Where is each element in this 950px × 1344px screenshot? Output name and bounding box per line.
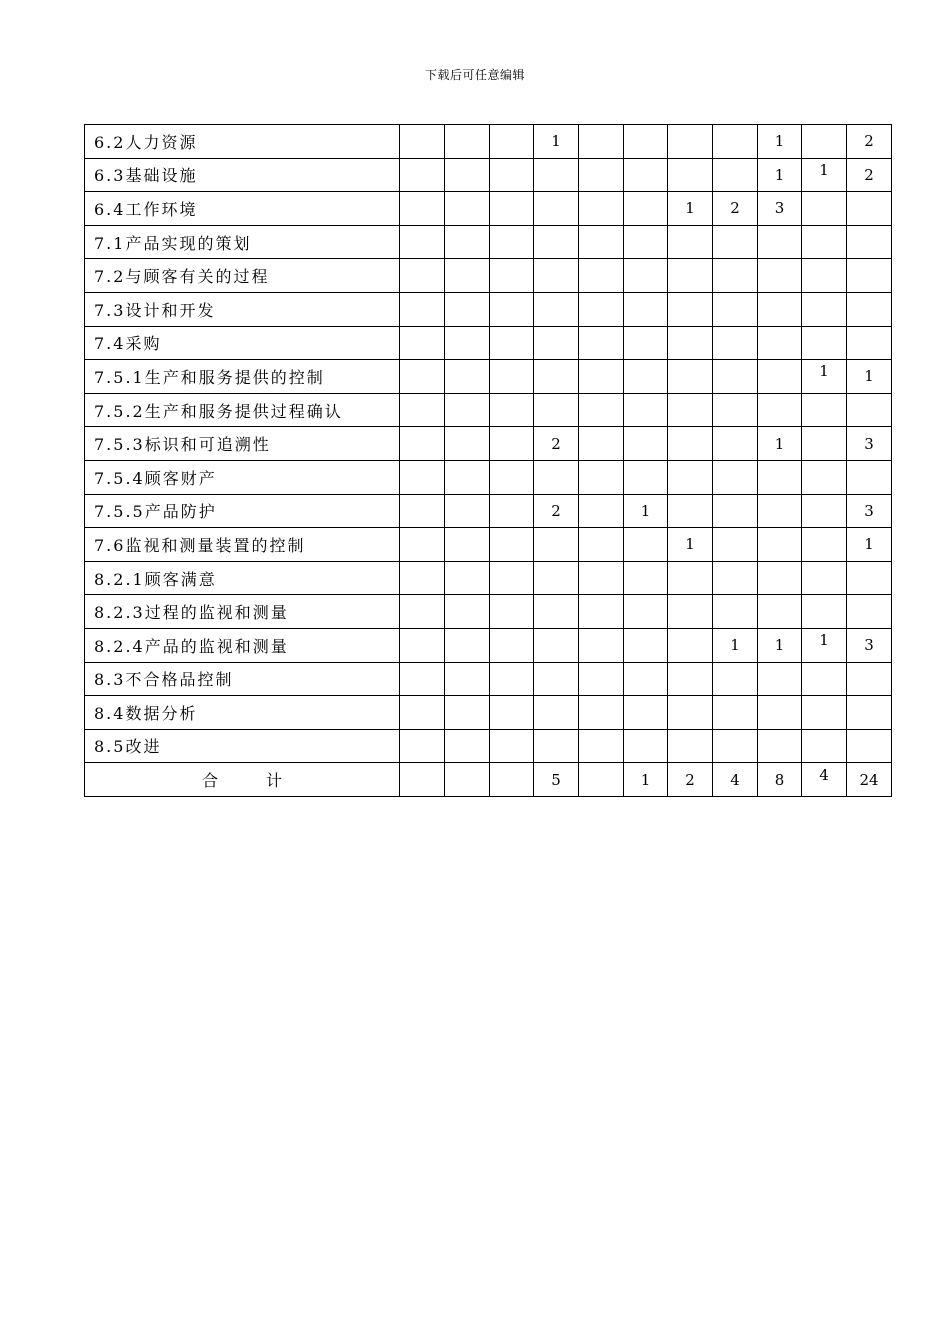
- count-value: 1: [774, 434, 785, 453]
- count-cell: [445, 696, 490, 730]
- count-cell: [579, 326, 624, 360]
- count-cell: [400, 494, 445, 528]
- count-cell: [400, 595, 445, 629]
- count-cell: [668, 729, 713, 763]
- count-cell: [445, 158, 490, 192]
- count-cell: [490, 561, 534, 595]
- count-cell: [400, 192, 445, 226]
- count-cell: [758, 561, 802, 595]
- count-cell: [847, 528, 892, 562]
- count-cell: [579, 729, 624, 763]
- table-row: [85, 427, 892, 461]
- count-cell: [400, 628, 445, 662]
- table-row: [85, 326, 892, 360]
- table-row: [85, 628, 892, 662]
- count-cell: [847, 494, 892, 528]
- count-cell: [624, 360, 668, 394]
- count-cell: [445, 460, 490, 494]
- count-cell: [400, 158, 445, 192]
- count-cell: [579, 158, 624, 192]
- count-cell: [490, 662, 534, 696]
- count-cell: [668, 460, 713, 494]
- count-cell: [534, 158, 579, 192]
- count-cell: [445, 326, 490, 360]
- count-value: 3: [774, 199, 785, 218]
- count-cell: [490, 393, 534, 427]
- count-cell: [847, 360, 892, 394]
- count-cell: [624, 427, 668, 461]
- count-cell: [713, 460, 758, 494]
- table-row: [85, 393, 892, 427]
- count-cell: [534, 696, 579, 730]
- clause-cell: 8.2.4产品的监视和测量: [85, 628, 400, 662]
- count-cell: [400, 561, 445, 595]
- count-cell: [400, 326, 445, 360]
- count-value: 1: [774, 165, 785, 184]
- count-cell: [534, 662, 579, 696]
- count-cell: [490, 225, 534, 259]
- count-cell: [534, 393, 579, 427]
- count-cell: [758, 427, 802, 461]
- count-cell: [624, 259, 668, 293]
- count-cell: [758, 259, 802, 293]
- count-value: 1: [774, 636, 785, 655]
- count-cell: [758, 360, 802, 394]
- count-cell: [534, 192, 579, 226]
- count-cell: [490, 292, 534, 326]
- count-cell: [534, 628, 579, 662]
- total-cell: [490, 763, 534, 797]
- count-cell: [758, 696, 802, 730]
- count-cell: [713, 628, 758, 662]
- count-value: 4: [730, 770, 740, 789]
- total-cell: [579, 763, 624, 797]
- count-value: 2: [551, 434, 561, 453]
- clause-cell: 8.5改进: [85, 729, 400, 763]
- count-cell: [490, 125, 534, 159]
- count-cell: [847, 259, 892, 293]
- count-cell: [847, 662, 892, 696]
- clause-cell: 7.1产品实现的策划: [85, 225, 400, 259]
- count-cell: [579, 561, 624, 595]
- count-cell: [624, 561, 668, 595]
- count-cell: [847, 427, 892, 461]
- count-value: 5: [551, 770, 561, 789]
- count-value: 1: [730, 636, 740, 655]
- count-cell: [579, 696, 624, 730]
- count-cell: [847, 158, 892, 192]
- total-cell: [400, 763, 445, 797]
- count-cell: [490, 427, 534, 461]
- table-row: [85, 528, 892, 562]
- count-cell: [579, 192, 624, 226]
- count-cell: [624, 192, 668, 226]
- count-cell: [490, 326, 534, 360]
- count-cell: [802, 326, 847, 360]
- table-body: [85, 125, 892, 797]
- total-row: [85, 763, 892, 797]
- total-cell: [445, 763, 490, 797]
- clause-cell: 8.2.1顾客满意: [85, 561, 400, 595]
- count-cell: [579, 427, 624, 461]
- count-cell: [534, 326, 579, 360]
- count-cell: [713, 292, 758, 326]
- count-value: 4: [819, 765, 829, 784]
- count-cell: [802, 427, 847, 461]
- count-cell: [579, 225, 624, 259]
- count-cell: [400, 125, 445, 159]
- count-cell: [624, 494, 668, 528]
- count-cell: [445, 729, 490, 763]
- table-row: [85, 494, 892, 528]
- count-cell: [847, 628, 892, 662]
- count-cell: [400, 225, 445, 259]
- count-cell: [579, 460, 624, 494]
- count-cell: [400, 662, 445, 696]
- count-cell: [445, 292, 490, 326]
- table-row: [85, 225, 892, 259]
- count-cell: [534, 225, 579, 259]
- count-cell: [445, 595, 490, 629]
- count-value: 24: [859, 770, 879, 789]
- count-cell: [713, 561, 758, 595]
- count-cell: [445, 561, 490, 595]
- count-cell: [490, 628, 534, 662]
- count-cell: [847, 393, 892, 427]
- count-cell: [490, 729, 534, 763]
- count-cell: [713, 528, 758, 562]
- count-cell: [802, 662, 847, 696]
- count-value: 1: [551, 132, 561, 151]
- count-cell: [400, 528, 445, 562]
- count-value: 8: [774, 770, 785, 789]
- count-cell: [624, 393, 668, 427]
- count-cell: [624, 460, 668, 494]
- count-cell: [802, 595, 847, 629]
- count-cell: [758, 326, 802, 360]
- count-cell: [490, 460, 534, 494]
- count-cell: [668, 696, 713, 730]
- count-cell: [534, 259, 579, 293]
- count-cell: [758, 494, 802, 528]
- count-cell: [579, 595, 624, 629]
- clause-cell: 6.4工作环境: [85, 192, 400, 226]
- count-cell: [445, 125, 490, 159]
- count-cell: [445, 494, 490, 528]
- count-cell: [579, 360, 624, 394]
- count-cell: [534, 595, 579, 629]
- table-row: [85, 561, 892, 595]
- count-cell: [490, 595, 534, 629]
- count-cell: [668, 427, 713, 461]
- total-cell: [713, 763, 758, 797]
- count-cell: [579, 628, 624, 662]
- count-cell: [847, 292, 892, 326]
- count-cell: [802, 528, 847, 562]
- count-value: 1: [864, 535, 874, 554]
- table-row: [85, 729, 892, 763]
- count-value: 3: [864, 434, 874, 453]
- page-header-note: 下载后可任意编辑: [424, 68, 525, 82]
- count-cell: [668, 494, 713, 528]
- count-cell: [802, 729, 847, 763]
- count-cell: [758, 125, 802, 159]
- clause-cell: 7.5.5产品防护: [85, 494, 400, 528]
- count-cell: [490, 192, 534, 226]
- count-cell: [534, 360, 579, 394]
- clause-cell: 7.5.1生产和服务提供的控制: [85, 360, 400, 394]
- count-cell: [624, 662, 668, 696]
- count-cell: [534, 427, 579, 461]
- count-cell: [668, 326, 713, 360]
- count-cell: [445, 192, 490, 226]
- count-cell: [668, 360, 713, 394]
- table-row: [85, 662, 892, 696]
- count-cell: [758, 528, 802, 562]
- count-value: 1: [640, 501, 651, 520]
- count-cell: [400, 460, 445, 494]
- count-cell: [758, 225, 802, 259]
- clause-cell: 8.2.3过程的监视和测量: [85, 595, 400, 629]
- count-cell: [490, 259, 534, 293]
- table-row: [85, 595, 892, 629]
- count-cell: [490, 158, 534, 192]
- count-cell: [802, 259, 847, 293]
- count-value: 2: [685, 770, 695, 789]
- count-cell: [758, 662, 802, 696]
- count-cell: [624, 292, 668, 326]
- count-cell: [400, 393, 445, 427]
- count-cell: [579, 662, 624, 696]
- count-cell: [624, 595, 668, 629]
- count-value: 1: [864, 367, 874, 386]
- table-row: [85, 460, 892, 494]
- clause-cell: 7.4采购: [85, 326, 400, 360]
- count-cell: [445, 662, 490, 696]
- count-cell: [802, 494, 847, 528]
- count-cell: [713, 729, 758, 763]
- count-cell: [847, 125, 892, 159]
- count-cell: [802, 225, 847, 259]
- count-cell: [713, 158, 758, 192]
- table-row: [85, 696, 892, 730]
- count-cell: [400, 729, 445, 763]
- count-cell: [713, 259, 758, 293]
- count-cell: [668, 628, 713, 662]
- table-row: [85, 360, 892, 394]
- count-cell: [445, 393, 490, 427]
- count-cell: [847, 729, 892, 763]
- count-cell: [534, 125, 579, 159]
- count-cell: [668, 662, 713, 696]
- total-cell: [534, 763, 579, 797]
- clause-cell: 7.5.4顾客财产: [85, 460, 400, 494]
- count-cell: [758, 460, 802, 494]
- table-row: [85, 158, 892, 192]
- clause-cell: 6.2人力资源: [85, 125, 400, 159]
- count-cell: [534, 528, 579, 562]
- count-cell: [400, 360, 445, 394]
- clause-cell: 7.5.2生产和服务提供过程确认: [85, 393, 400, 427]
- count-cell: [624, 125, 668, 159]
- total-cell: [758, 763, 802, 797]
- count-cell: [847, 225, 892, 259]
- count-cell: [445, 360, 490, 394]
- count-cell: [534, 292, 579, 326]
- count-cell: [713, 225, 758, 259]
- count-cell: [668, 595, 713, 629]
- count-cell: [624, 158, 668, 192]
- count-cell: [802, 460, 847, 494]
- count-cell: [579, 393, 624, 427]
- count-value: 1: [685, 199, 695, 218]
- count-cell: [445, 225, 490, 259]
- count-cell: [758, 192, 802, 226]
- count-cell: [802, 696, 847, 730]
- count-cell: [445, 528, 490, 562]
- count-cell: [668, 292, 713, 326]
- count-cell: [579, 528, 624, 562]
- count-value: 1: [640, 770, 651, 789]
- count-cell: [847, 696, 892, 730]
- count-cell: [847, 595, 892, 629]
- total-label: 合 计: [85, 763, 400, 797]
- table-row: [85, 192, 892, 226]
- count-cell: [713, 696, 758, 730]
- count-cell: [802, 125, 847, 159]
- count-cell: [534, 460, 579, 494]
- count-cell: [579, 259, 624, 293]
- count-cell: [668, 225, 713, 259]
- count-cell: [579, 292, 624, 326]
- count-cell: [847, 561, 892, 595]
- count-cell: [668, 528, 713, 562]
- count-cell: [668, 393, 713, 427]
- clause-cell: 8.4数据分析: [85, 696, 400, 730]
- count-cell: [445, 628, 490, 662]
- count-cell: [490, 494, 534, 528]
- count-cell: [490, 696, 534, 730]
- total-cell: [847, 763, 892, 797]
- clause-cell: 7.2与顾客有关的过程: [85, 259, 400, 293]
- count-cell: [847, 326, 892, 360]
- table-row: [85, 259, 892, 293]
- count-value: 2: [864, 132, 874, 151]
- count-cell: [713, 192, 758, 226]
- total-cell: [624, 763, 668, 797]
- count-cell: [400, 696, 445, 730]
- count-cell: [445, 259, 490, 293]
- count-cell: [668, 158, 713, 192]
- count-cell: [490, 360, 534, 394]
- count-cell: [713, 662, 758, 696]
- clause-cell: 6.3基础设施: [85, 158, 400, 192]
- count-value: 3: [864, 636, 874, 655]
- count-cell: [624, 628, 668, 662]
- table-row: [85, 292, 892, 326]
- count-cell: [445, 427, 490, 461]
- count-cell: [668, 561, 713, 595]
- count-value: 1: [819, 362, 829, 381]
- clause-cell: 7.3设计和开发: [85, 292, 400, 326]
- count-cell: [802, 158, 847, 192]
- count-value: 1: [685, 535, 695, 554]
- count-cell: [758, 628, 802, 662]
- count-cell: [713, 427, 758, 461]
- count-cell: [713, 595, 758, 629]
- count-cell: [802, 192, 847, 226]
- count-cell: [490, 528, 534, 562]
- count-cell: [668, 125, 713, 159]
- count-cell: [624, 729, 668, 763]
- count-cell: [847, 192, 892, 226]
- count-cell: [624, 326, 668, 360]
- clause-cell: 8.3不合格品控制: [85, 662, 400, 696]
- count-cell: [579, 494, 624, 528]
- table-row: [85, 125, 892, 159]
- count-cell: [802, 360, 847, 394]
- count-value: 1: [774, 132, 785, 151]
- count-cell: [758, 158, 802, 192]
- count-cell: [534, 729, 579, 763]
- clause-cell: 7.6监视和测量装置的控制: [85, 528, 400, 562]
- count-cell: [624, 696, 668, 730]
- count-cell: [534, 494, 579, 528]
- count-value: 2: [551, 501, 561, 520]
- count-cell: [758, 292, 802, 326]
- count-cell: [534, 561, 579, 595]
- count-cell: [579, 125, 624, 159]
- count-cell: [668, 259, 713, 293]
- count-value: 1: [819, 160, 829, 179]
- count-cell: [400, 427, 445, 461]
- count-cell: [400, 292, 445, 326]
- count-cell: [713, 360, 758, 394]
- count-cell: [624, 225, 668, 259]
- count-value: 3: [864, 501, 874, 520]
- count-cell: [802, 393, 847, 427]
- count-cell: [713, 393, 758, 427]
- count-cell: [400, 259, 445, 293]
- count-cell: [802, 561, 847, 595]
- count-cell: [758, 595, 802, 629]
- total-cell: [802, 763, 847, 797]
- count-cell: [802, 292, 847, 326]
- clause-cell: 7.5.3标识和可追溯性: [85, 427, 400, 461]
- total-cell: [668, 763, 713, 797]
- count-cell: [668, 192, 713, 226]
- count-cell: [758, 729, 802, 763]
- count-cell: [802, 628, 847, 662]
- count-value: 1: [819, 631, 829, 650]
- count-cell: [624, 528, 668, 562]
- count-cell: [758, 393, 802, 427]
- count-cell: [713, 326, 758, 360]
- count-value: 2: [730, 199, 740, 218]
- count-cell: [713, 494, 758, 528]
- count-value: 2: [864, 165, 874, 184]
- audit-nonconformity-table: [84, 124, 892, 797]
- count-cell: [847, 460, 892, 494]
- count-cell: [713, 125, 758, 159]
